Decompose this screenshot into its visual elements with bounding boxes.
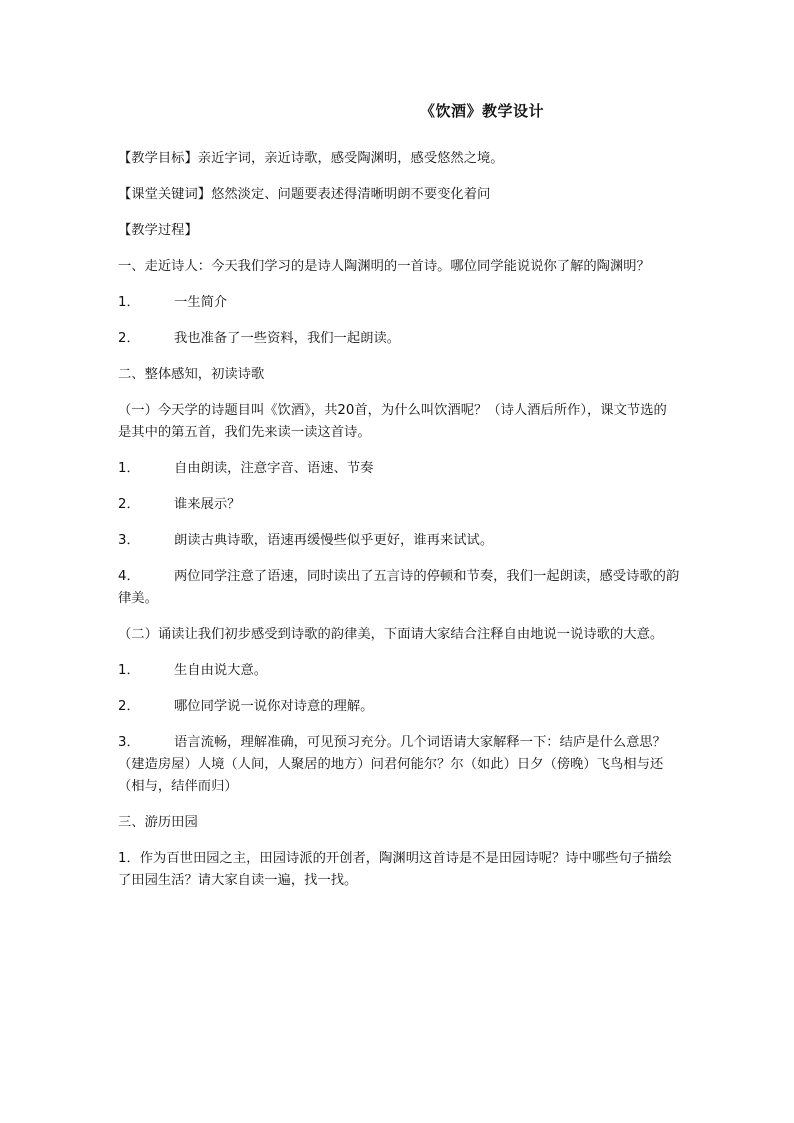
section-heading-3 [118, 812, 680, 834]
list-item-text: 两位同学注意了语速，同时读出了五言诗的停顿和节奏，我们一起朗读，感受诗歌的韵律美。 [118, 569, 680, 606]
paragraph-text: （二）诵读让我们初步感受到诗歌的韵律美，下面请大家结合注释自由地说一说诗歌的大意。 [118, 627, 664, 642]
list-number: 4． [118, 569, 140, 584]
list-number: 1． [118, 663, 140, 678]
list-number: 2． [118, 497, 140, 512]
list-item [118, 292, 680, 314]
subsection-2 [118, 624, 680, 646]
list-item-text: 朗读古典诗歌，语速再缓慢些似乎更好，谁再来试试。 [174, 533, 494, 548]
list-number: 3． [118, 735, 140, 750]
list-item [118, 566, 680, 610]
paragraph-process-heading [118, 220, 680, 242]
list-item-text: 自由朗读，注意字音、语速、节奏 [174, 461, 374, 476]
section-heading-1 [118, 256, 680, 278]
list-item-text: 哪位同学说一说你对诗意的理解。 [174, 699, 374, 714]
paragraph-text: 【教学目标】亲近字词，亲近诗歌，感受陶渊明，感受悠然之境。 [118, 151, 504, 166]
list-item [118, 458, 680, 480]
list-item [118, 530, 680, 552]
paragraph-text: 三、游历田园 [118, 815, 198, 830]
list-item-text: 语言流畅，理解准确，可见预习充分。几个词语请大家解释一下：结庐是什么意思？（建造房屋）人境（人间，人聚居的地方）问君何能尔？尔（如此）日夕（傍晚）飞鸟相与还（相与，结伴而归） [118, 735, 666, 794]
list-item [118, 328, 680, 350]
paragraph-text: 1．作为百世田园之主，田园诗派的开创者，陶渊明这首诗是不是田园诗呢？诗中哪些句子描绘了田园生活？请大家自读一遍，找一找。 [118, 851, 672, 888]
paragraph-text: 一、走近诗人：今天我们学习的是诗人陶渊明的一首诗。哪位同学能说说你了解的陶渊明？ [118, 259, 650, 274]
list-item [118, 732, 680, 798]
list-item-text: 我也准备了一些资料，我们一起朗读。 [174, 331, 401, 346]
list-number: 1． [118, 461, 140, 476]
document-body [118, 148, 680, 906]
list-item-text: 生自由说大意。 [174, 663, 268, 678]
list-item-text: 一生简介 [174, 295, 228, 310]
list-item [118, 494, 680, 516]
list-number: 2． [118, 699, 140, 714]
list-item [118, 696, 680, 718]
paragraph-text: 【课堂关键词】悠然淡定、问题要表述得清晰明朗不要变化着问 [118, 187, 491, 202]
list-number: 2． [118, 331, 140, 346]
list-number: 1． [118, 295, 140, 310]
list-item [118, 660, 680, 682]
section-heading-2 [118, 364, 680, 386]
paragraph-objectives [118, 148, 680, 170]
paragraph-text: 二、整体感知，初读诗歌 [118, 367, 265, 382]
paragraph-text: （一）今天学的诗题目叫《饮酒》，共20首，为什么叫饮酒呢？（诗人酒后所作），课文节选的是其中的第五首，我们先来读一读这首诗。 [118, 403, 667, 440]
paragraph-keywords [118, 184, 680, 206]
paragraph-text: 【教学过程】 [118, 223, 198, 238]
list-item-text: 谁来展示？ [174, 497, 241, 512]
subsection-1 [118, 400, 680, 444]
paragraph-question [118, 848, 680, 892]
list-number: 3． [118, 533, 140, 548]
document-title: 《饮酒》教学设计 [419, 102, 544, 120]
